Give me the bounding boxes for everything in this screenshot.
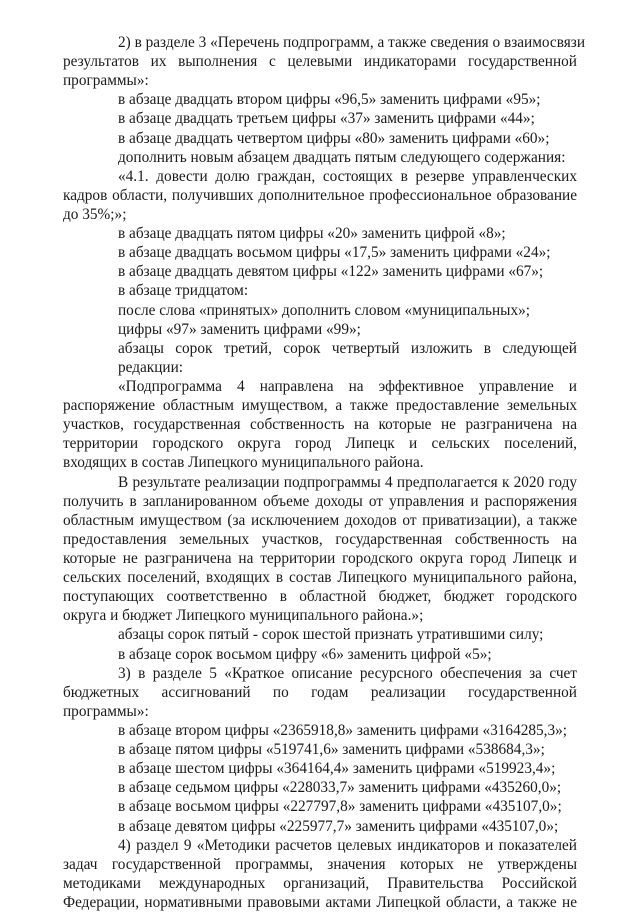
text-line-12: в абзаце двадцать восьмом цифры «17,5» заменить цифрами «24»;: [118, 244, 551, 261]
text-line-17: абзацы сорок третий, сорок четвертый изложить в следующей: [118, 340, 577, 357]
text-line-43: 4) раздел 9 «Методики расчетов целевых индикаторов и показателей: [118, 837, 577, 854]
text-line-32: абзацы сорок пятый - сорок шестой признать утратившими силу;: [118, 626, 544, 643]
text-line-21: участков, государственная собственность на которые не разграничена на: [63, 416, 577, 433]
text-line-9: кадров области, получивших дополнительное профессиональное образование: [63, 187, 577, 204]
text-line-20: распоряжение областным имуществом, а также предоставление земельных: [63, 397, 577, 414]
text-line-42: в абзаце девятом цифры «225977,7» заменить цифрами «435107,0»;: [118, 818, 559, 835]
text-line-29: сельских поселений, входящих в состав Липецкого муниципального района,: [63, 569, 577, 586]
text-line-39: в абзаце шестом цифры «364164,4» заменить цифрами «519923,4»;: [118, 760, 556, 777]
text-line-10: до 35%;»;: [63, 206, 127, 223]
text-line-6: в абзаце двадцать четвертом цифры «80» заменить цифрами «60»;: [118, 130, 550, 147]
text-line-40: в абзаце седьмом цифры «228033,7» заменить цифрами «435260,0»;: [118, 779, 562, 796]
text-line-5: в абзаце двадцать третьем цифры «37» заменить цифрами «44»;: [118, 110, 535, 127]
text-line-11: в абзаце двадцать пятом цифры «20» заменить цифрой «8»;: [118, 225, 506, 242]
text-line-15: после слова «принятых» дополнить словом «муниципальных»;: [118, 302, 530, 319]
text-line-24: В результате реализации подпрограммы 4 предполагается к 2020 году: [118, 474, 577, 491]
text-line-3: программы»:: [63, 72, 149, 89]
text-line-18: редакции:: [118, 359, 184, 376]
text-line-36: программы»:: [63, 703, 149, 720]
text-line-41: в абзаце восьмом цифры «227797,8» заменить цифрами «435107,0»;: [118, 798, 562, 815]
text-line-16: цифры «97» заменить цифрами «99»;: [118, 321, 361, 338]
text-line-26: областным имуществом (за исключением доходов от приватизации), а также: [63, 512, 577, 529]
text-line-22: территории городского округа город Липецк и сельских поселений,: [63, 435, 577, 452]
text-line-25: получить в запланированном объеме доходы от управления и распоряжения: [63, 493, 577, 510]
text-line-2: результатов их выполнения с целевыми индикаторами государственной: [63, 53, 577, 70]
text-line-45: методиками международных организаций, Правительства Российской: [63, 875, 577, 892]
text-line-4: в абзаце двадцать втором цифры «96,5» заменить цифрами «95»;: [118, 91, 541, 108]
text-line-44: задач государственной программы, значения которых не утверждены: [63, 856, 577, 873]
text-line-27: предоставления земельных участков, государственная собственность на: [63, 531, 577, 548]
text-line-33: в абзаце сорок восьмом цифру «6» заменить цифрой «5»;: [118, 646, 492, 663]
text-line-14: в абзаце тридцатом:: [118, 282, 249, 299]
text-line-19: «Подпрограмма 4 направлена на эффективное управление и: [118, 378, 577, 395]
text-line-1: 2) в разделе 3 «Перечень подпрограмм, а также сведения о взаимосвязи: [118, 34, 586, 51]
text-line-23: входящих в состав Липецкого муниципального района.: [63, 454, 424, 471]
text-line-7: дополнить новым абзацем двадцать пятым следующего содержания:: [118, 149, 566, 166]
text-line-30: поступающих соответственно в областной бюджет, бюджет городского: [63, 588, 577, 605]
text-line-13: в абзаце двадцать девятом цифры «122» заменить цифрами «67»;: [118, 263, 544, 280]
text-line-28: которые не разграничена на территории городского округа город Липецк и: [63, 550, 577, 567]
text-line-31: округа и бюджет Липецкого муниципального района.»;: [63, 607, 424, 624]
text-line-34: 3) в разделе 5 «Краткое описание ресурсного обеспечения за счет: [118, 665, 577, 682]
text-line-38: в абзаце пятом цифры «519741,6» заменить цифрами «538684,3»;: [118, 741, 545, 758]
text-line-46: Федерации, нормативными правовыми актами Липецкой области, а также не: [63, 894, 577, 911]
text-line-8: «4.1. довести долю граждан, состоящих в резерве управленческих: [118, 168, 577, 185]
text-line-35: бюджетных ассигнований по годам реализации государственной: [63, 684, 577, 701]
text-line-37: в абзаце втором цифры «2365918,8» заменить цифрами «3164285,3»;: [118, 722, 568, 739]
